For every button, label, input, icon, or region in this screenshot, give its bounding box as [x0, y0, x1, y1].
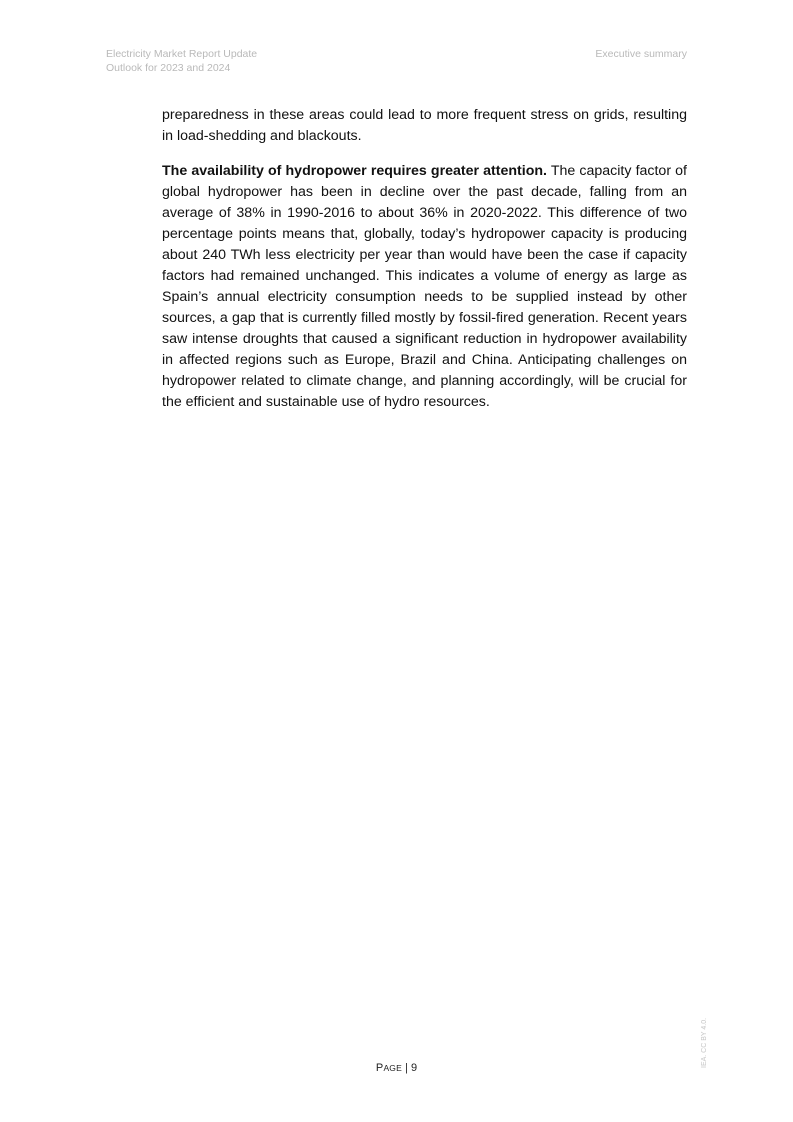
page-label-initial: P	[375, 1062, 384, 1074]
paragraph-2-text: The capacity factor of global hydropower has been in decline over the past decade, falling from an average of 38% in 1990-2016 to about 36% in 2020-2022. This difference of two percentage points means that, globally, today’s hydropower capacity is producing about 240 TWh less electricity per year than would have been the case if capacity factors had remained unchanged. This indicates a volume of energy as large as Spain’s annual electricity consumption needs to be supplied instead by other sources, a gap that is currently filled mostly by fossil-fired generation. Recent years saw intense droughts that caused a significant reduction in hydropower availability in affected regions such as Europe, Brazil and China. Anticipating challenges on hydropower related to climate change, and planning accordingly, will be crucial for the efficient and sustainable use of hydro resources.	[162, 163, 687, 410]
paragraph-2	[162, 161, 687, 413]
paragraph-1: preparedness in these areas could lead to more frequent stress on grids, resulting in load-shedding and blackouts.	[162, 107, 687, 144]
page-footer	[0, 1062, 793, 1074]
report-subtitle: Outlook for 2023 and 2024	[106, 62, 231, 74]
page-number: 9	[410, 1062, 418, 1074]
license-credit: IEA. CC BY 4.0.	[701, 1017, 708, 1068]
body-text	[162, 105, 687, 427]
report-title: Electricity Market Report Update	[106, 48, 258, 60]
page-label-rest: AGE	[383, 1063, 402, 1073]
running-header-left	[106, 47, 257, 75]
section-name: Executive summary	[595, 48, 687, 60]
page-separator: |	[402, 1062, 411, 1074]
paragraph-2-lead: The availability of hydropower requires greater attention.	[162, 163, 547, 179]
page-label	[376, 1062, 402, 1074]
